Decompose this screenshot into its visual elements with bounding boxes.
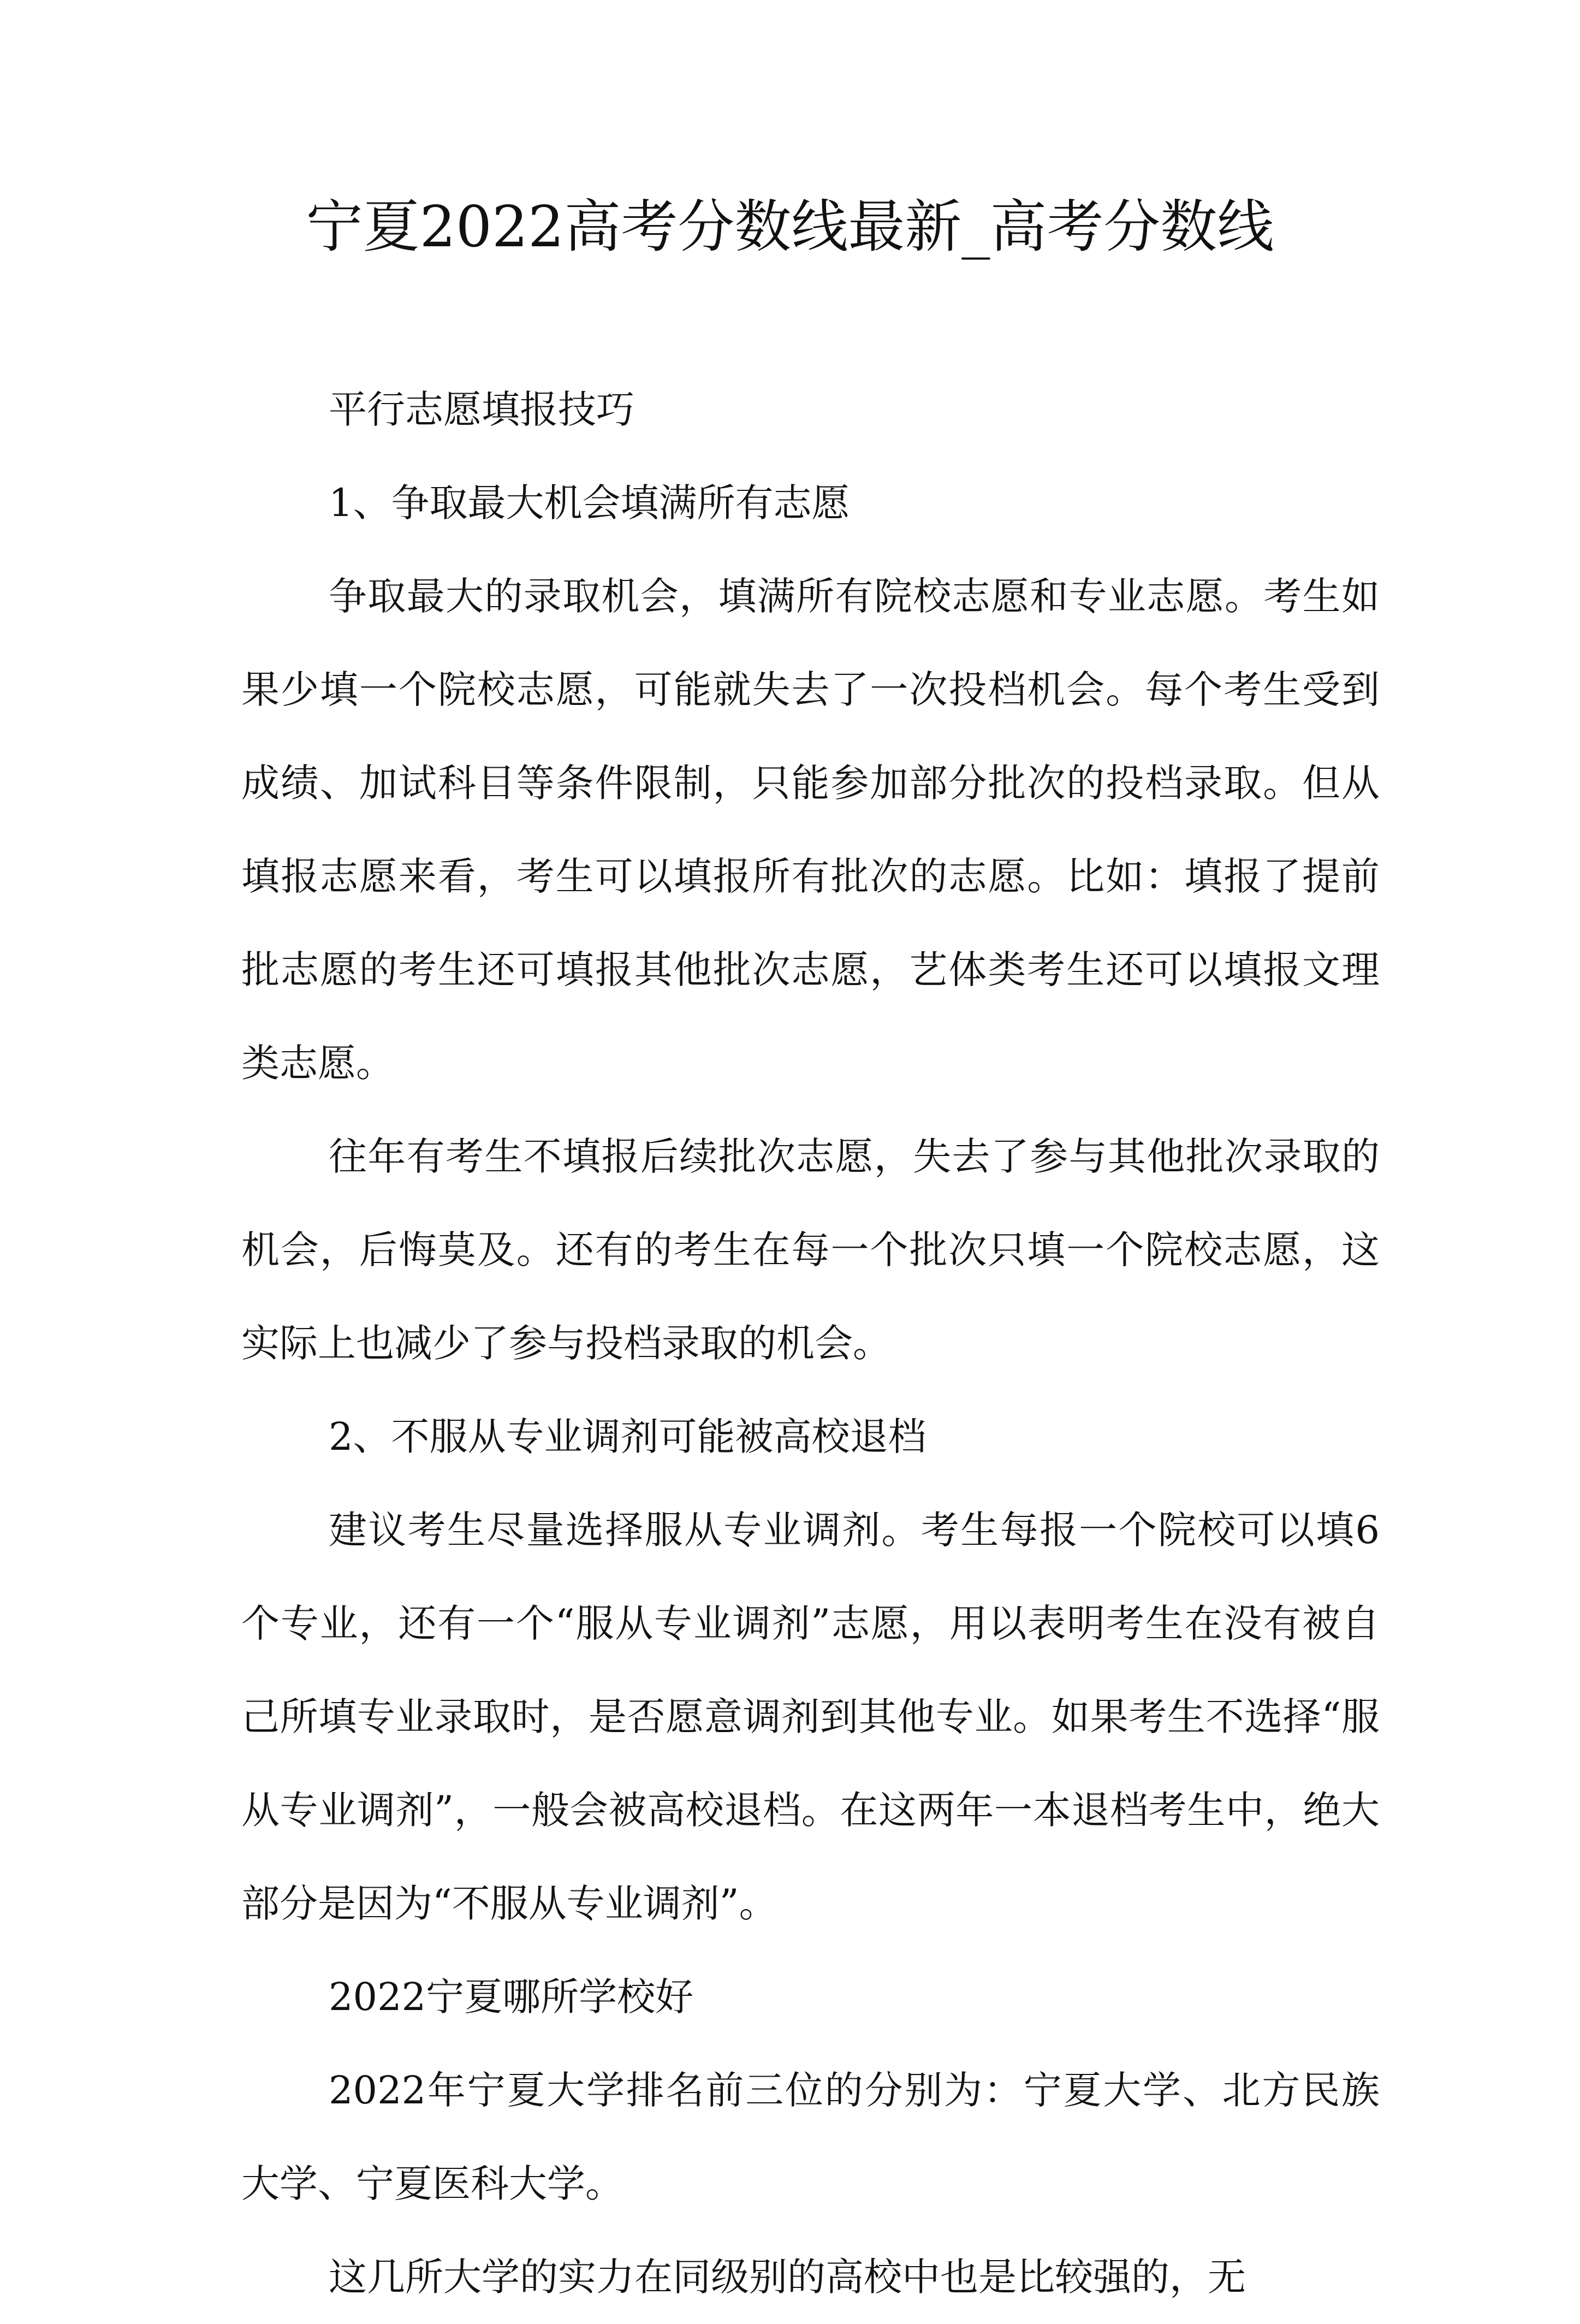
heading-schools: 2022宁夏哪所学校好: [329, 1975, 694, 2019]
document-title: 宁夏2022高考分数线最新_高考分数线: [306, 193, 1274, 260]
subheading-fill-all: 1、争取最大机会填满所有志愿: [329, 481, 850, 525]
heading-filling-tips: 平行志愿填报技巧: [329, 387, 634, 432]
paragraph-ranking: 2022年宁夏大学排名前三位的分别为：宁夏大学、北方民族大学、宁夏医科大学。: [241, 2068, 1380, 2206]
document-body: [241, 363, 1380, 2324]
subheading-adjustment: 2、不服从专业调剂可能被高校退档: [329, 1414, 926, 1459]
paragraph-regret: 往年有考生不填报后续批次志愿，失去了参与其他批次录取的机会，后悔莫及。还有的考生在每一个批次只填一个院校志愿，这实际上也减少了参与投档录取的机会。: [241, 1134, 1380, 1366]
paragraph-fill-all: 争取最大的录取机会，填满所有院校志愿和专业志愿。考生如果少填一个院校志愿，可能就失去了一次投档机会。每个考生受到成绩、加试科目等条件限制，只能参加部分批次的投档录取。但从填报志愿来看，考生可以填报所有批次的志愿。比如：填报了提前批志愿的考生还可填报其他批次志愿，艺体类考生还可以填报文理类志愿。: [241, 574, 1380, 1086]
paragraph-adjustment: 建议考生尽量选择服从专业调剂。考生每报一个院校可以填6个专业，还有一个“服从专业调剂”志愿，用以表明考生在没有被自己所填专业录取时，是否愿意调剂到其他专业。如果考生不选择“服从专业调剂”，一般会被高校退档。在这两年一本退档考生中，绝大部分是因为“不服从专业调剂”。: [241, 1508, 1380, 1926]
paragraph-strength: 这几所大学的实力在同级别的高校中也是比较强的，无: [329, 2255, 1246, 2299]
